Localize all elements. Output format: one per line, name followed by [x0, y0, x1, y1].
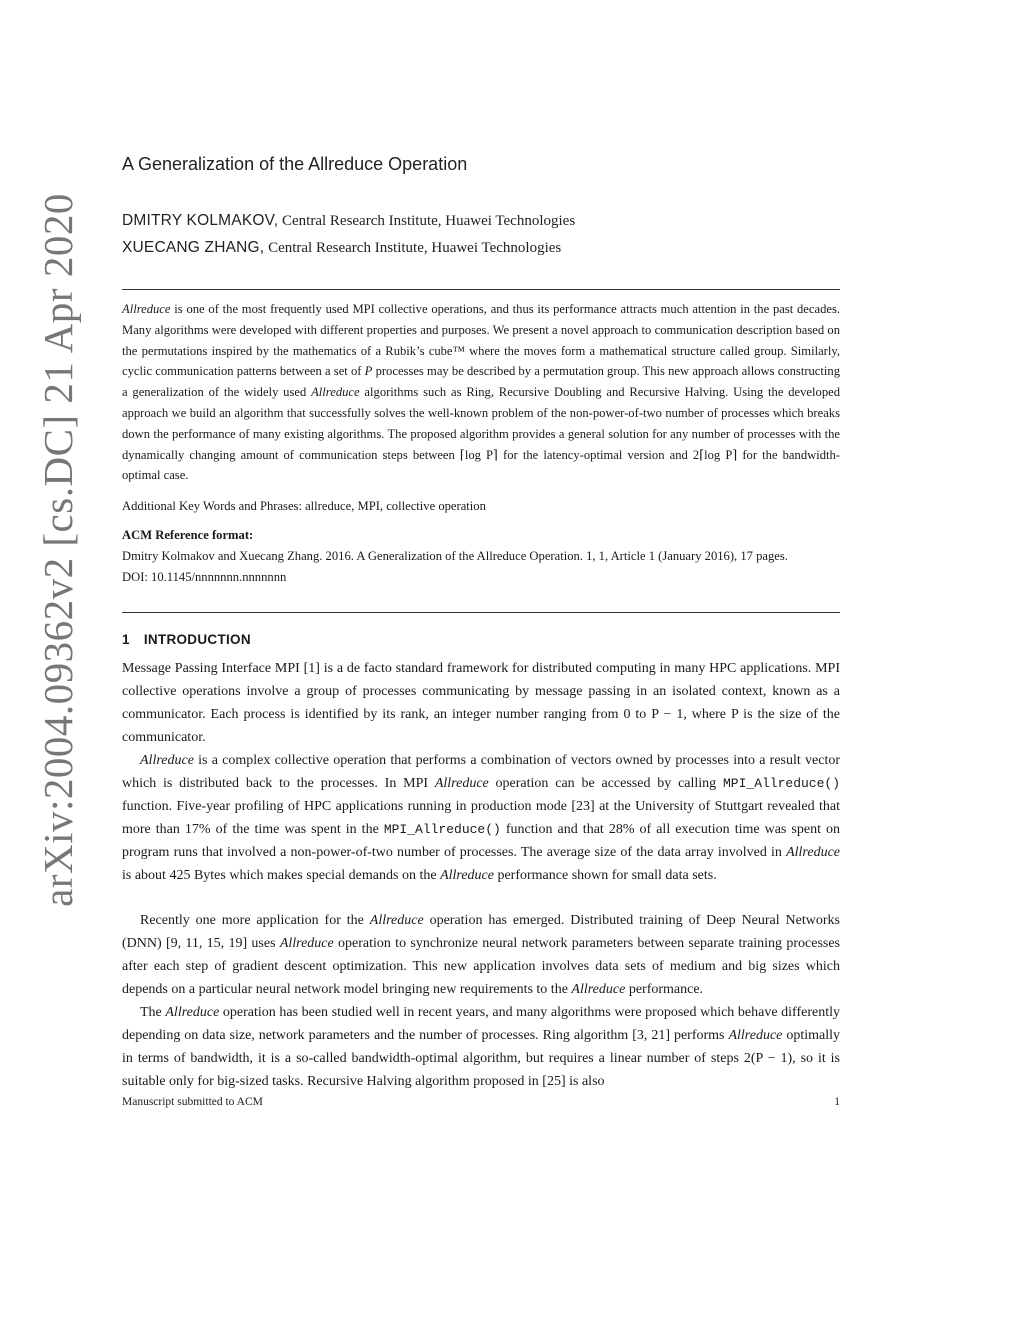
paper-title: A Generalization of the Allreduce Operation — [122, 154, 468, 174]
page-number: 1 — [834, 1096, 840, 1108]
page-footer — [122, 1096, 840, 1108]
keywords: Additional Key Words and Phrases: allreduce, MPI, collective operation — [122, 499, 486, 513]
bottom-divider — [122, 612, 840, 613]
acm-reference — [122, 525, 840, 587]
author-name: DMITRY KOLMAKOV, — [122, 212, 279, 229]
paragraph-1: Message Passing Interface MPI [1] is a de facto standard framework for distributed computing in many HPC applications. MPI collective operations involve a group of processes communicating by message passing in an isolated context, known as a communicator. Each process is identified by its rank, an integer number ranging from 0 to P − 1, where P is the size of the communicator. — [122, 661, 840, 745]
footer-note: Manuscript submitted to ACM — [122, 1096, 263, 1108]
abstract: Allreduce is one of the most frequently used MPI collective operations, and thus its performance attracts much attention in the past decades. Many algorithms were developed with different properties and purposes. We present a novel approach to communication description based on the permutations inspired by the mathematics of a Rubik’s cube™ where the moves form a mathematical structure called group. Similarly, cyclic communication patterns between a set of P processes may be described by a permutation group. This new approach allows constructing a generalization of the widely used Allreduce algorithms such as Ring, Recursive Doubling and Recursive Halving. Using the developed approach we build an algorithm that successfully solves the well-known problem of the non-power-of-two number of processes which breaks down the performance of many existing algorithms. The proposed algorithm provides a general solution for any number of processes with the dynamically changing amount of communication steps between ⌈log P⌉ for the latency-optimal version and 2⌈log P⌉ for the bandwidth-optimal case. — [122, 302, 841, 483]
top-divider — [122, 289, 840, 290]
author-2 — [122, 239, 561, 257]
author-affiliation: Central Research Institute, Huawei Technologies — [268, 240, 562, 256]
acm-reference-heading: ACM Reference format: — [122, 528, 254, 542]
arxiv-stamp: arXiv:2004.09362v2 [cs.DC] 21 Apr 2020 — [35, 193, 82, 907]
section-heading: 1 INTRODUCTION — [122, 632, 251, 647]
acm-reference-citation: Dmitry Kolmakov and Xuecang Zhang. 2016. A Generalization of the Allreduce Operation. 1, 1, Article 1 (January 2016), 17 pages. — [122, 548, 788, 563]
author-name: XUECANG ZHANG, — [122, 239, 265, 256]
doi: DOI: 10.1145/nnnnnnn.nnnnnnn — [122, 569, 287, 584]
author-affiliation: Central Research Institute, Huawei Technologies — [282, 213, 576, 229]
paragraph-3: Recently one more application for the Allreduce operation has emerged. Distributed training of Deep Neural Networks (DNN) [9, 11, 15, 19] uses Allreduce operation to synchronize neural network parameters between separate training processes after each step of gradient descent optimization. This new application involves data sets of medium and big sizes which depends on a particular neural network model bringing new requirements to the Allreduce performance. — [122, 913, 840, 997]
author-1 — [122, 212, 575, 230]
paragraph-4: The Allreduce operation has been studied well in recent years, and many algorithms were proposed which behave differently depending on data size, network parameters and the number of processes. Ring algorithm [3, 21] performs Allreduce optimally in terms of bandwidth, it is a so-called bandwidth-optimal algorithm, but requires a linear number of steps 2(P − 1), so it is suitable only for big-sized tasks. Recursive Halving algorithm proposed in [25] is also — [122, 1005, 840, 1089]
paragraph-2: Allreduce is a complex collective operation that performs a combination of vectors owned by processes into a result vector which is distributed back to the processes. In MPI Allreduce operation can be accessed by calling MPI_Allreduce() function. Five-year profiling of HPC applications running in production mode [23] at the University of Stuttgart revealed that more than 17% of the time was spent in the MPI_Allreduce() function and that 28% of all execution time was spent on program runs that involved a non-power-of-two number of processes. The average size of the data array involved in Allreduce is about 425 Bytes which makes special demands on the Allreduce performance shown for small data sets. — [122, 753, 841, 883]
